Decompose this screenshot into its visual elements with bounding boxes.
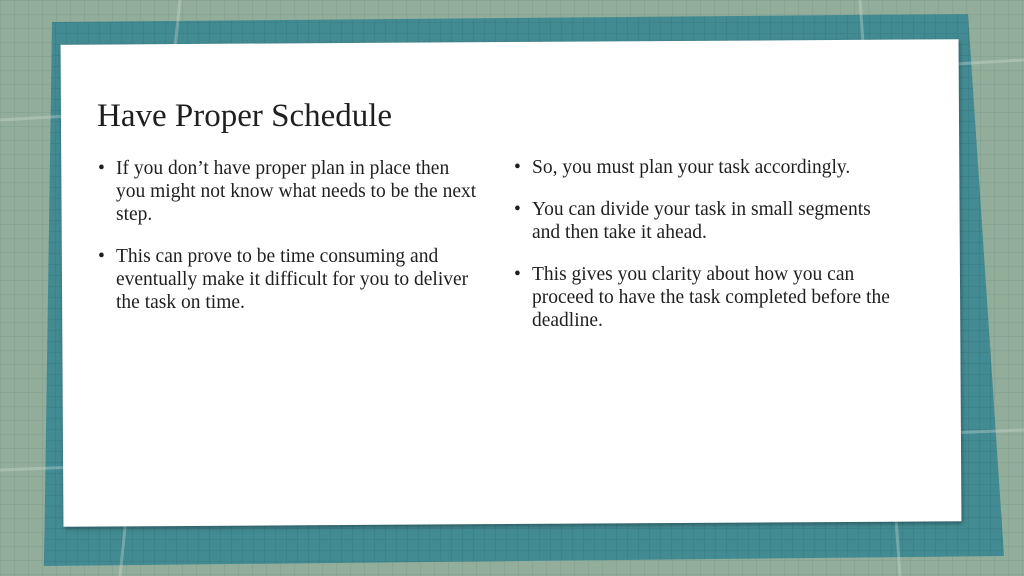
bullet-text: This gives you clarity about how you can proceed to have the task completed before the deadline.	[532, 264, 890, 331]
bullet-text: So, you must plan your task accordingly.	[532, 157, 851, 178]
bullet-marker: •	[98, 246, 105, 267]
bullet-item	[514, 263, 899, 332]
bullet-item	[514, 156, 899, 179]
bullet-marker: •	[514, 157, 521, 178]
bullet-item	[514, 198, 899, 244]
bullet-marker: •	[514, 264, 521, 285]
bullet-text: You can divide your task in small segments and then take it ahead.	[532, 199, 871, 243]
slide-title: Have Proper Schedule	[97, 98, 393, 134]
bullet-item	[98, 245, 483, 314]
bullet-text: This can prove to be time consuming and eventually make it difficult for you to deliver the task on time.	[116, 246, 469, 313]
bullet-marker: •	[514, 199, 521, 220]
bullet-text: If you don’t have proper plan in place then you might not know what needs to be the next step.	[116, 158, 477, 225]
bullet-marker: •	[98, 158, 105, 179]
right-bullet-list	[514, 156, 899, 351]
bullet-item	[98, 157, 483, 226]
left-bullet-list	[98, 157, 483, 333]
